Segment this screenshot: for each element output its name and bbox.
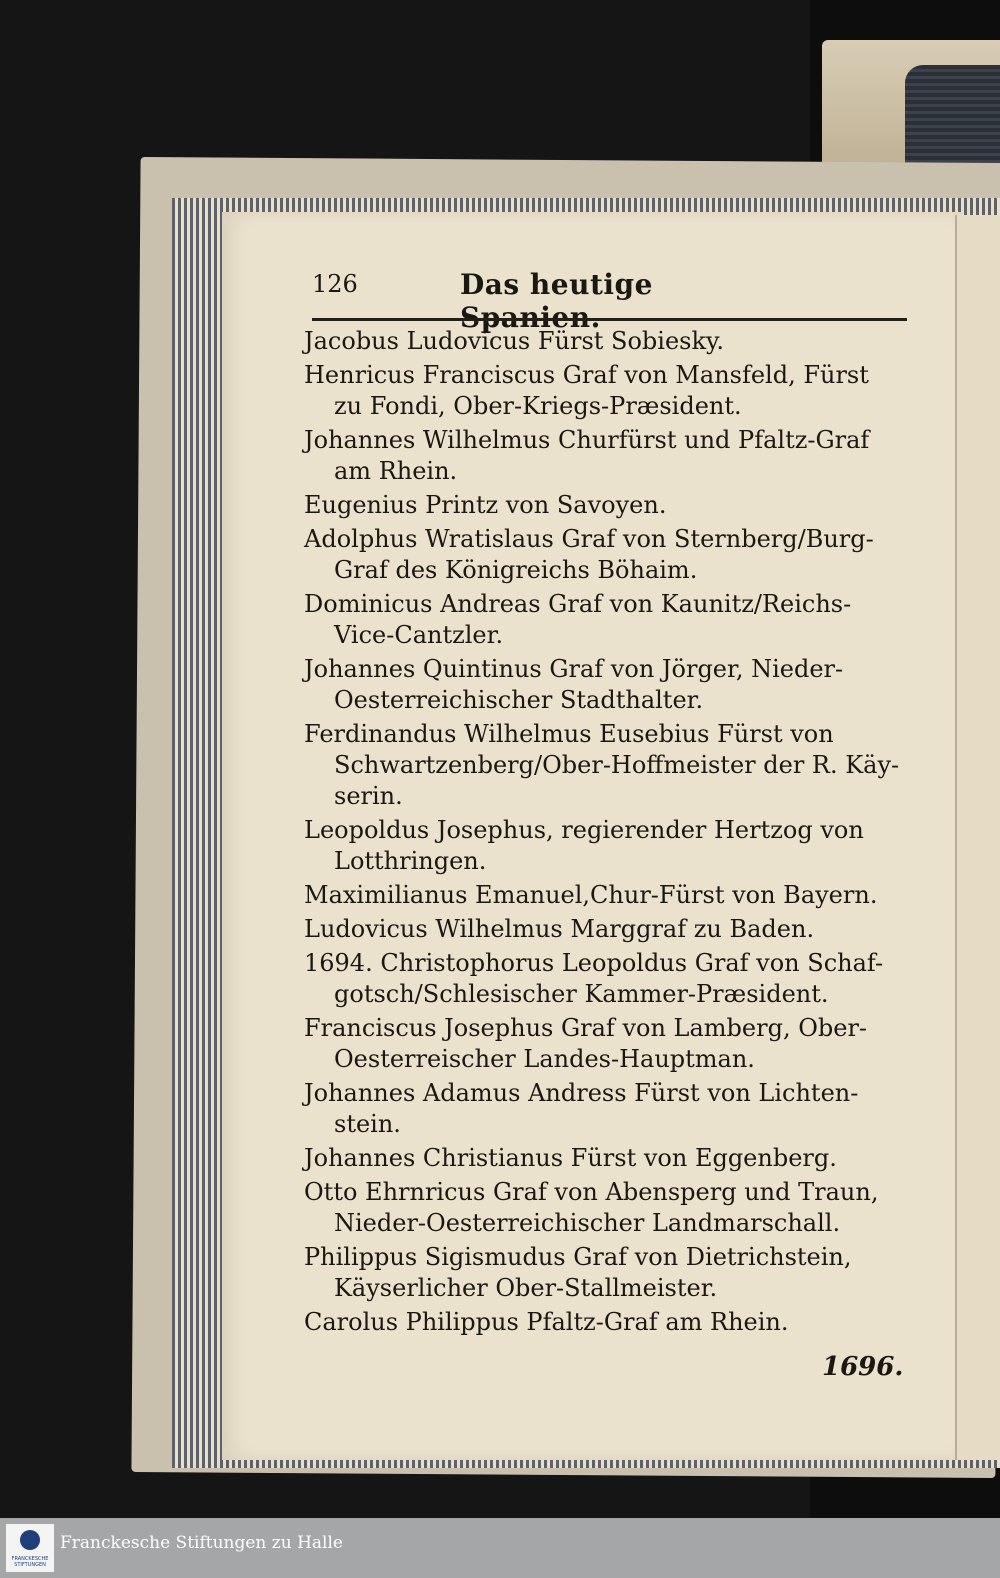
entry-line: Jacobus Ludovicus Fürst Sobiesky.: [304, 327, 725, 355]
entry-line: Carolus Philippus Pfaltz-Graf am Rhein.: [304, 1308, 789, 1336]
running-title: Das heutige Spanien.: [460, 268, 653, 334]
page-number: 126: [312, 270, 358, 298]
list-item: [304, 815, 904, 877]
list-item: [304, 1143, 904, 1174]
entry-continuation-line: Oesterreichischer Stadthalter.: [334, 686, 704, 714]
entry-line: Franciscus Josephus Graf von Lamberg, Ober-: [304, 1014, 868, 1042]
entry-continuation-line: gotsch/Schlesischer Kammer-Præsident.: [334, 980, 829, 1008]
list-item: [304, 425, 904, 487]
entry-continuation-line: am Rhein.: [334, 457, 458, 485]
entry-line: Johannes Wilhelmus Churfürst und Pfaltz-Graf: [304, 426, 870, 454]
entry-line: Ferdinandus Wilhelmus Eusebius Fürst von: [304, 720, 834, 748]
entry-line: Maximilianus Emanuel,Chur-Fürst von Bayern.: [304, 881, 878, 909]
entry-list: [304, 326, 904, 1341]
entry-line: Eugenius Printz von Savoyen.: [304, 491, 667, 519]
entry-line: Ludovicus Wilhelmus Marggraf zu Baden.: [304, 915, 815, 943]
institution-logo[interactable]: [6, 1524, 54, 1572]
entry-line: Adolphus Wratislaus Graf von Sternberg/Burg-: [304, 525, 874, 553]
list-item: [304, 1242, 904, 1304]
entry-line: Johannes Christianus Fürst von Eggenberg.: [304, 1144, 837, 1172]
entry-continuation-line: Vice-Cantzler.: [334, 621, 504, 649]
list-item: [304, 1307, 904, 1338]
list-item: [304, 589, 904, 651]
entry-line: Philippus Sigismudus Graf von Dietrichstein,: [304, 1243, 852, 1271]
list-item: [304, 360, 904, 422]
entry-line: Johannes Quintinus Graf von Jörger, Nieder-: [304, 655, 844, 683]
institution-name[interactable]: Franckesche Stiftungen zu Halle: [60, 1533, 343, 1553]
entry-continuation-line: zu Fondi, Ober-Kriegs-Præsident.: [334, 392, 742, 420]
catchword: 1696.: [822, 1352, 904, 1382]
entry-continuation-line: Käyserlicher Ober-Stallmeister.: [334, 1274, 718, 1302]
entry-continuation-line: Oesterreischer Landes-Hauptman.: [334, 1045, 755, 1073]
entry-line: Otto Ehrnricus Graf von Abensperg und Traun,: [304, 1178, 879, 1206]
entry-line: Johannes Adamus Andress Fürst von Lichten-: [304, 1079, 859, 1107]
list-item: [304, 948, 904, 1010]
entry-continuation-line: Nieder-Oesterreichischer Landmarschall.: [334, 1209, 841, 1237]
list-item: [304, 914, 904, 945]
facing-page-edge: [955, 215, 1000, 1460]
list-item: [304, 1013, 904, 1075]
logo-text: FRANCKESCHE STIFTUNGEN: [11, 1556, 49, 1568]
footer-bar: [0, 1518, 1000, 1578]
list-item: [304, 490, 904, 521]
header-rule: [312, 318, 907, 321]
entry-continuation-line: Schwartzenberg/Ober-Hoffmeister der R. Käy-: [334, 751, 900, 779]
list-item: [304, 326, 904, 357]
list-item: [304, 880, 904, 911]
entry-line: 1694. Christophorus Leopoldus Graf von Schaf-: [304, 949, 884, 977]
entry-continuation-line: stein.: [334, 1110, 401, 1138]
entry-continuation-line: serin.: [334, 782, 403, 810]
page-header: [312, 268, 772, 334]
list-item: [304, 1177, 904, 1239]
list-item: [304, 654, 904, 716]
list-item: [304, 524, 904, 586]
sun-emblem-icon: [20, 1530, 40, 1550]
entry-line: Dominicus Andreas Graf von Kaunitz/Reichs-: [304, 590, 852, 618]
entry-line: Leopoldus Josephus, regierender Hertzog von: [304, 816, 864, 844]
entry-line: Henricus Franciscus Graf von Mansfeld, Fürst: [304, 361, 869, 389]
list-item: [304, 1078, 904, 1140]
list-item: [304, 719, 904, 812]
entry-continuation-line: Lotthringen.: [334, 847, 487, 875]
entry-continuation-line: Graf des Königreichs Böhaim.: [334, 556, 698, 584]
